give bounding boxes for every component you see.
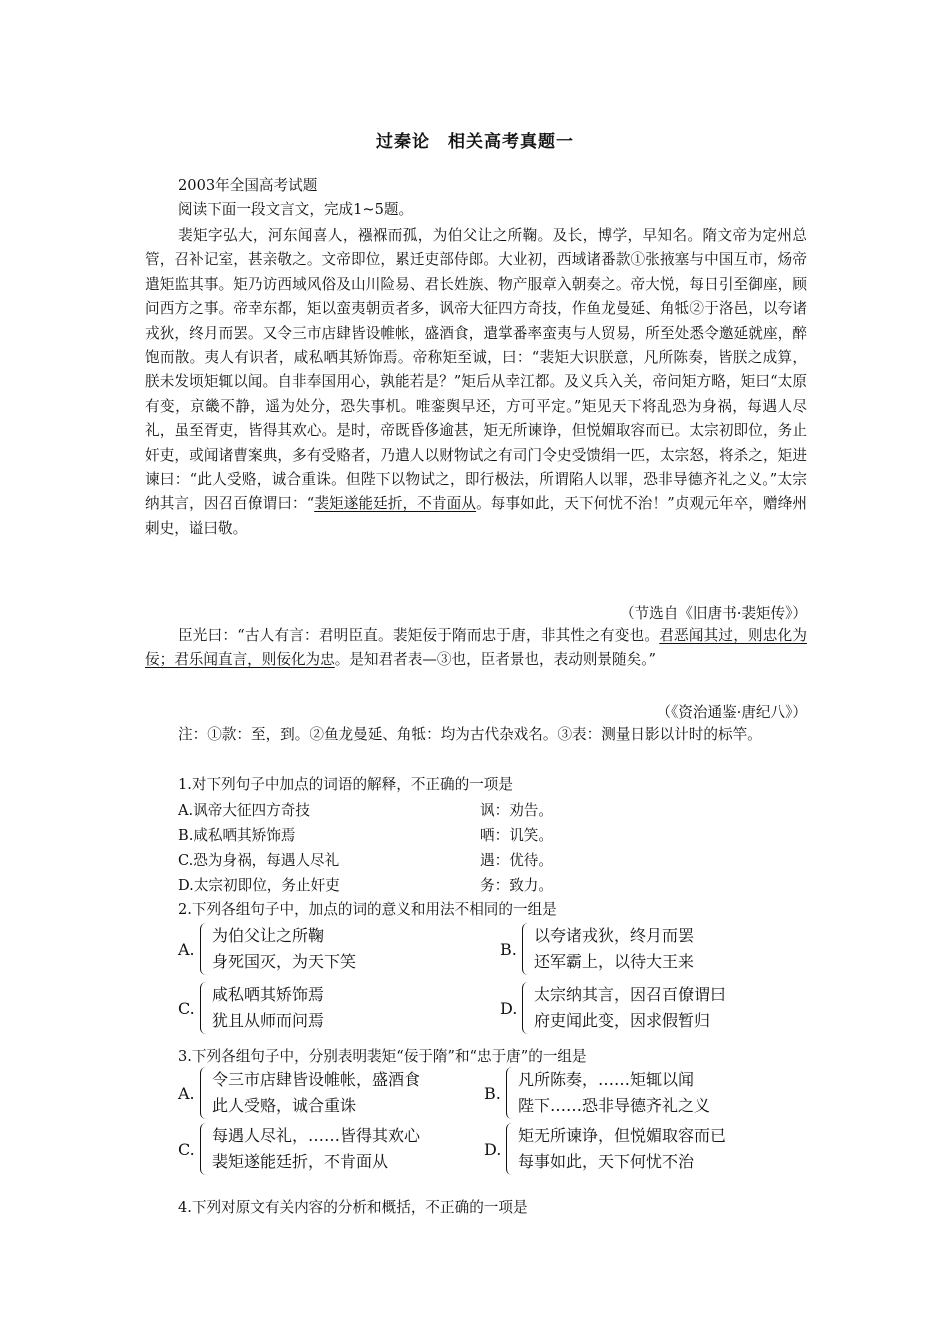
commentary-text-2: 。是知君者表—③也，臣者景也，表动则景随矣。” [334,651,656,669]
q2-option-d-line-2: 府吏闻此变，因求假暂归 [534,1011,711,1030]
q1-option-a-gloss: 讽：劝告。 [480,802,553,819]
q2-option-c-line-1: 咸私哂其矫饰焉 [212,985,325,1004]
q2-option-b-label: B. [500,940,517,959]
exam-label: 2003年全国高考试题 [178,177,318,194]
q2-option-a-label: A. [178,940,195,959]
question-4-stem: 4.下列对原文有关内容的分析和概括，不正确的一项是 [178,1199,528,1216]
q2-option-b-line-2: 还军霸上，以待大王来 [534,952,695,971]
q1-option-c: C.恐为身祸，每遇人尽礼 [178,852,340,869]
passage-text-2: 。每事如此，天下何忧不治！”贞观元年卒，赠绛州刺史，谥曰敬。 [145,495,807,537]
q3-option-d-line-1: 矩无所谏诤，但悦媚取容而已 [518,1126,727,1145]
q3-option-b-line-1: 凡所陈奏，……矩辄以闻 [518,1070,695,1089]
question-2-stem: 2.下列各组句子中，加点的词的意义和用法不相同的一组是 [178,901,557,918]
question-1-stem: 1.对下列句子中加点的词语的解释，不正确的一项是 [178,776,513,793]
q3-option-c-line-1: 每遇人尽礼，……皆得其欢心 [212,1126,421,1145]
brace [522,982,531,1034]
question-3-stem: 3.下列各组句子中，分别表明裴矩“佞于隋”和“忠于唐”的一组是 [178,1048,587,1065]
brace [506,1123,515,1175]
q3-option-c-line-2: 裴矩遂能廷折，不肯面从 [212,1152,389,1171]
q1-option-b-gloss: 哂：讥笑。 [480,827,553,844]
q2-option-d-line-1: 太宗纳其言，因召百僚谓曰 [534,985,727,1004]
q2-option-b-line-1: 以夸诸戎狄，终月而罢 [534,926,695,945]
footnote: 注：①款：至，到。②鱼龙曼延、角牴：均为古代杂戏名。③表：测量日影以计时的标竿。 [178,726,762,743]
q3-option-d-line-2: 每事如此，天下何忧不治 [518,1152,695,1171]
q2-option-c-line-2: 犹且从师而问焉 [212,1011,325,1030]
passage-text-1: 裴矩字弘大，河东闻喜人，襁褓而孤，为伯父让之所鞠。及长，博学，早知名。隋文帝为定州总管，召补记室，甚亲敬之。文帝即位，累迁吏部侍郎。大业初，西域诸番款①张掖塞与中国互市，炀帝遣矩监其事。矩乃访西域风俗及山川险易、君长姓族、物产服章入朝奏之。帝大悦，每日引至御座，顾问西方之事。帝幸东都，矩以蛮夷朝贡者多，讽帝大征四方奇技，作鱼龙曼延、角牴②于洛邑，以夸诸戎狄，终月而罢。又令三市店肆皆设帷帐，盛酒食，遣掌番率蛮夷与人贸易，所至处悉令邀延就座，醉饱而散。夷人有识者，咸私哂其矫饰焉。帝称矩至诚，曰：“裴矩大识朕意，凡所陈奏，皆朕之成算，朕未发顷矩辄以闻。自非奉国用心，孰能若是？”矩后从幸江都。及义兵入关，帝问矩方略，矩曰“太原有变，京畿不静，遥为处分，恐失事机。唯銮舆早还，方可平定。”矩见天下将乱恐为身祸，每遇人尽礼，虽至胥吏，皆得其欢心。是时，帝既昏侈逾甚，矩无所谏诤，但悦媚取容而已。太宗初即位，务止奸吏，或闻诸曹案典，多有受赂者，乃遣人以财物试之有司门令史受馈绢一匹，太宗怒，将杀之，矩进谏曰：“此人受赂，诚合重诛。但陛下以物试之，即行极法，所谓陷人以罪，恐非导德齐礼之义。”太宗纳其言，因召百僚谓曰：“ [145,227,807,513]
q1-option-b: B.咸私哂其矫饰焉 [178,827,296,844]
q2-option-d-label: D. [500,999,518,1018]
brace [200,1123,209,1175]
page-title: 过秦论 相关高考真题一 [376,132,574,152]
q2-option-c-label: C. [178,999,195,1018]
q3-option-a-label: A. [178,1084,195,1103]
q3-option-a-line-2: 此人受赂，诚合重诛 [212,1096,357,1115]
instruction: 阅读下面一段文言文，完成1~5题。 [178,201,414,218]
q2-option-a-line-1: 为伯父让之所鞠 [212,926,325,945]
q1-option-a: A.讽帝大征四方奇技 [178,802,310,819]
commentary-underlined-sentence: 君恶闻其过，则忠化为佞；君乐闻直言，则佞化为忠 [145,627,807,669]
brace [200,923,209,975]
q3-option-c-label: C. [178,1140,195,1159]
passage [145,224,807,541]
brace [522,923,531,975]
source-citation-2: （《资治通鉴·唐纪八》） [656,704,807,721]
q2-option-a-line-2: 身死国灭，为天下笑 [212,952,357,971]
q3-option-a-line-1: 令三市店肆皆设帷帐，盛酒食 [212,1070,421,1089]
q3-option-b-line-2: 陛下……恐非导德齐礼之义 [518,1096,711,1115]
q1-option-c-gloss: 遇：优待。 [480,852,553,869]
brace [506,1067,515,1119]
q3-option-d-label: D. [484,1140,502,1159]
commentary-text-1: 臣光曰：“古人有言：君明臣直。裴矩佞于隋而忠于唐，非其性之有变也。 [178,627,660,644]
commentary [145,624,807,673]
q1-option-d-gloss: 务：致力。 [480,877,553,894]
brace [200,1067,209,1119]
passage-underlined-sentence: 裴矩遂能廷折，不肯面从 [314,495,477,513]
source-citation-1: （节选自《旧唐书·裴矩传》） [619,605,807,622]
brace [200,982,209,1034]
q3-option-b-label: B. [484,1084,501,1103]
q1-option-d: D.太宗初即位，务止奸吏 [178,877,340,894]
